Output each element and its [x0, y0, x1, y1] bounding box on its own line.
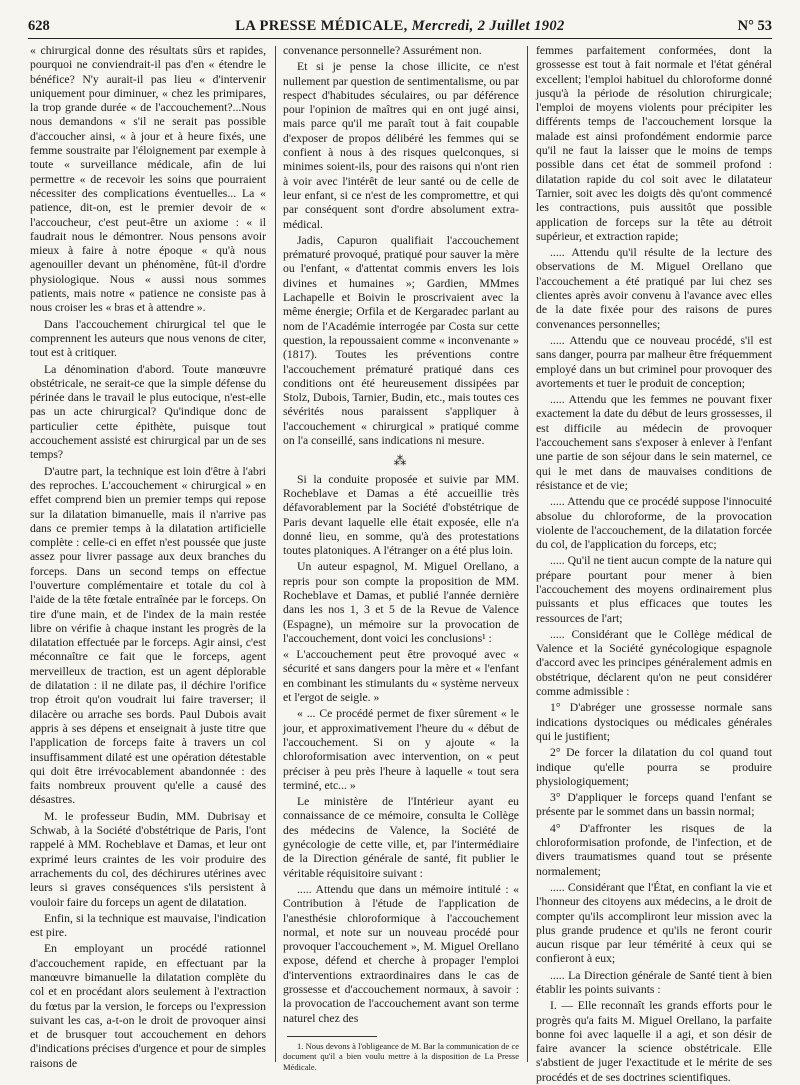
- paragraph: Jadis, Capuron qualifiait l'accouchement prématuré provoqué, pratiqué pour sauver la mère ou l'enfant, « d'attentat commis envers les lois divines et humaines »; Gardien, MMmes Lachapelle et Boivin le proscrivaient avec la même énergie; Orfila et de Kergaradec parlant au nom de l'Académie interrogée par Costa sur cette question, la repoussaient comme « inconvenante » (1817). Toutes les préventions contre l'accouchement prématuré pratiqué dans ces conditions ont été heureusement dissipées par Stolz, Dubois, Tarnier, Budin, etc., mais toutes ces sévérités nous paraissent s'appliquer à l'accouchement « chirurgical » pratiqué comme on l'a conseillé, sans indications ni mesure.: [283, 233, 519, 448]
- paragraph: En employant un procédé rationnel d'accouchement rapide, en effectuant par la manœuvre bimanuelle la dilatation complète du col et en procédant alors seulement à l'extraction du fœtus par la version, le forceps ou l'expression suivant les cas, a-t-on le droit de provoquer ainsi et de brusquer tout accouchement en dehors d'indications précises d'urgence et pour de simples raisons de: [30, 942, 266, 1070]
- list-item: 1° D'abréger une grossesse normale sans indications dystociques ou médicales générales qui le justifient;: [536, 701, 772, 743]
- page-header: [28, 18, 772, 36]
- paragraph: convenance personnelle? Assurément non.: [283, 44, 482, 57]
- list-item: 2° De forcer la dilatation du col quand tout indique qu'elle pourra se produire physiologiquement;: [536, 746, 772, 788]
- paragraph: I. — Elle reconnaît les grands efforts pour le progrès qu'a faits M. Miguel Orellano, la parfaite bonne foi avec laquelle il a agi, et son désir de faire avancer la science obstétricale. Elle s'abstient de juger l'exactitude et le mérite de ses procédés et de ses doctrines scientifiques.: [536, 999, 772, 1084]
- list-item: 3° D'appliquer le forceps quand l'enfant se présente par le sommet dans un bassin normal;: [536, 791, 772, 819]
- column-1: [30, 44, 266, 1070]
- paragraph: Dans l'accouchement chirurgical tel que le comprennent les auteurs que nous venons de citer, tout est à critiquer.: [30, 317, 266, 360]
- paragraph: ..... Attendu qu'il résulte de la lecture des observations de M. Miguel Orellano que l'accouchement a été pratiqué par lui chez ses clientes après avoir convenu à l'avance avec elles de la date fixée pour des raisons de pures convenances personnelles;: [536, 246, 772, 331]
- quotation: « L'accouchement peut être provoqué avec « sécurité et sans dangers pour la mère et « l'enfant en combinant les stimulants du « système nerveux et l'ergot de seigle. »: [283, 648, 519, 705]
- column-divider: [527, 46, 528, 1062]
- paragraph: M. le professeur Budin, MM. Dubrisay et Schwab, à la Société d'obstétrique de Paris, l'ont rappelé à MM. Rocheblave et Damas, et leur ont exprimé leurs craintes de les voir produire des arrachements du col, des déchirures utérines avec leurs si graves conséquences s'ils persistent à vouloir faire du forceps un agent de dilatation.: [30, 809, 266, 909]
- paragraph: D'autre part, la technique est loin d'être à l'abri des reproches. L'accouchement « chirurgical » en effet comprend bien un premier temps qui repose sur la dilatation bimanuelle, mais il n'arrive pas dans ce premier temps à la dilatation artificielle complète : celle-ci en effet n'est poussée que juste assez pour livrer passage aux deux branches du forceps. Dans un second temps on effectue l'ouverture complémentaire et totale du col à l'aide de la tête fœtale entraînée par le forceps. On tire d'une main, et de l'index de la main restée libre on vérifie à chaque instant les progrès de la dilatation effectuée par le forceps. Agir ainsi, c'est méconnaître ce fait que le forceps, agent merveilleux de traction, est un agent déplorable de dilatation : il ne dilate pas, il déchire l'orifice trop étroit qu'on voudrait lui faire traverser; il dilacère ou arrache ses bords. Paul Dubois avait appris à ses dépens et enseignait à juste titre que l'application de forceps faite à travers un col insuffisamment dilaté est une opération détestable qui doit être irrévocablement abandonnée : des faits nombreux prouvent qu'elle a causé des désastres.: [30, 464, 266, 807]
- page-number: 628: [28, 18, 50, 34]
- list-item: 4° D'affronter les risques de la chloroformisation profonde, de l'infection, et de divers traumatismes quand tout se présente normalement;: [536, 821, 772, 878]
- paragraph: Si la conduite proposée et suivie par MM. Rocheblave et Damas a été accueillie très défavorablement par la Société d'obstétrique de Paris devant laquelle elle était exposée, elle n'a donné lieu, en somme, qu'à des protestations toutes platoniques. A l'étranger on a été plus loin.: [283, 472, 519, 558]
- paragraph: La dénomination d'abord. Toute manœuvre obstétricale, ne serait-ce que la simple défense du périnée dans le travail le plus eutocique, n'est-elle pas un acte chirurgical? Qu'indique donc de particulier cette épithète, puisque tout accouchement assisté est chirurgical par un de ses temps?: [30, 362, 266, 462]
- paragraph: ..... Considérant que le Collège médical de Valence et la Société gynécologique espagnole d'accord avec les principes généralement admis en obstétrique, déclarent qu'on ne peut considérer comme admissible :: [536, 627, 772, 699]
- paragraph: ..... Attendu que ce nouveau procédé, s'il est sans danger, pourra par malheur être fréquemment employé dans un but criminel pour provoquer des avortements et tuer le produit de conception;: [536, 333, 772, 390]
- paragraph: Enfin, si la technique est mauvaise, l'indication est pire.: [30, 911, 266, 940]
- paragraph: ..... Considérant que l'État, en confiant la vie et l'honneur des citoyens aux médecins, a le droit de compter qu'ils accompliront leur mission avec la plus grande prudence et qu'ils ne feront courir aucun risque par leur témérité à ceux qui se confieront à eux;: [536, 880, 772, 966]
- paragraph: ..... Qu'il ne tient aucun compte de la nature qui prépare pourtant pour mener à bien l'accouchement des moyens ordinairement plus puissants et plus efficaces que toutes les ressources de l'art;: [536, 554, 772, 625]
- header-rule: [28, 38, 772, 39]
- paragraph: ..... Attendu que les femmes ne pouvant fixer exactement la date du début de leurs grossesses, il est difficile au médecin de provoquer l'accouchement sans s'exposer à enlever à l'enfant une partie de son séjour dans le sein maternel, ce qui le met dans de mauvaises conditions de résistance et de vie;: [536, 393, 772, 492]
- column-3: [536, 44, 772, 1084]
- section-separator: ⁂: [393, 453, 409, 469]
- paragraph: Le ministère de l'Intérieur ayant eu connaissance de ce mémoire, consulta le Collège des médecins de Valence, la Société de gynécologie de cette ville, et, par l'intermédiaire de la Direction générale de santé, fit publier le véritable réquisitoire suivant :: [283, 795, 519, 880]
- paragraph: Et si je pense la chose illicite, ce n'est nullement par question de sentimentalisme, ou par respect d'habitudes séculaires, ou par déférence pour l'opinion de maîtres qui en ont jugé ainsi, mais parce qu'il me paraît tout à fait coupable d'exposer de propos délibéré les femmes qui se confient à nous à des risques quelconques, si minimes soient-ils, pour des raisons qui n'ont rien à voir avec l'intérêt de leur santé ou de celle de leur enfant, si ce n'est de les compromettre, et qui par conséquent sont d'ordre absolument extra-médical.: [283, 60, 519, 231]
- paragraph: femmes parfaitement conformées, dont la grossesse est tout à fait normale et l'état général excellent; l'emploi habituel du chloroforme donné jusqu'à la période de résolution chirurgicale; l'emploi de moyens violents pour précipiter les différents temps de l'accouchement lorsque la malade est ainsi profondément endormie parce qu'il ne faut la laisser que le moins de temps possible dans cet état de sommeil profond : dilatation rapide du col soit avec le dilatateur Tarnier, soit avec les doigts dès qu'ont commencé les contractions, puis aussitôt que possible application de forceps sur la tête au détroit supérieur, et extraction rapide;: [536, 44, 772, 243]
- column-divider: [275, 46, 276, 1062]
- quotation: « ... Ce procédé permet de fixer sûrement « le jour, et approximativement l'heure du « début de l'accouchement. Si on y ajoute « la chloroformisation avec intervention, on « peut préciser à peu près l'heure à laquelle « tout sera terminé, etc... »: [283, 707, 519, 792]
- footnote: 1. Nous devons à l'obligeance de M. Bar la communication de ce document qu'il a bien voulu mettre à la disposition de La Presse Médicale.: [283, 1040, 519, 1072]
- paragraph: ..... La Direction générale de Santé tient à bien établir les points suivants :: [536, 968, 772, 996]
- paragraph: ..... Attendu que dans un mémoire intitulé : « Contribution à l'étude de l'application de l'anesthésie chloroformique à l'accouchement normal, et note sur un nouveau procédé pour provoquer l'accouchement », M. Miguel Orellano expose, défend et cherche à propager l'emploi d'interventions extraordinaires dans le cas de grossesse et d'accouchement normaux, à savoir : la provocation de l'accouchement avant son terme naturel chez des: [283, 882, 519, 1025]
- paragraph: « chirurgical donne des résultats sûrs et rapides, pourquoi ne conviendrait-il pas d'en « étendre le bénéfice? N'y aurait-il pas lieu « d'intervenir uniquement pour diminuer, « chez les primipares, la trop grande durée « de l'accouchement?...Nous nous demandons « s'il ne serait pas possible d'accoucher ainsi, « à jour et à heure fixés, une femme soustraite par l'éloignement par exemple à toute « surveillance médicale, afin de lui permettre « de recevoir les soins que pourraient nécessiter des complications éventuelles... La « patience, dit-on, est le premier devoir de « l'accoucheur, c'est peut-être un axiome : « il faudrait nous le démontrer. Nous pensons avoir mieux à faire à notre époque « qu'à nous agenouiller devant un phénomène, fût-il d'ordre physiologique. Nous « aussi nous sommes patients, mais notre « patience ne consiste pas à nous croiser les « bras et à attendre ».: [30, 44, 266, 315]
- paragraph: ..... Attendu que ce procédé suppose l'innocuité absolue du chloroforme, de la provocation violente de l'accouchement, de la dilatation forcée du col, de l'application du forceps, etc;: [536, 495, 772, 552]
- journal-name: LA PRESSE MÉDICALE,: [235, 18, 408, 34]
- column-2: [283, 44, 519, 1072]
- journal-title: [28, 18, 772, 35]
- footnote-rule: [287, 1036, 377, 1037]
- issue-number: N° 53: [737, 18, 772, 34]
- paragraph: Un auteur espagnol, M. Miguel Orellano, a repris pour son compte la proposition de MM. Rocheblave et Damas, et publié l'année dernière dans les nos 1, 3 et 5 de la Revue de Valence (Espagne), un mémoire sur la provocation de l'accouchement, dont voici les conclusions¹ :: [283, 560, 519, 645]
- issue-date: Mercredi, 2 Juillet 1902: [411, 18, 565, 34]
